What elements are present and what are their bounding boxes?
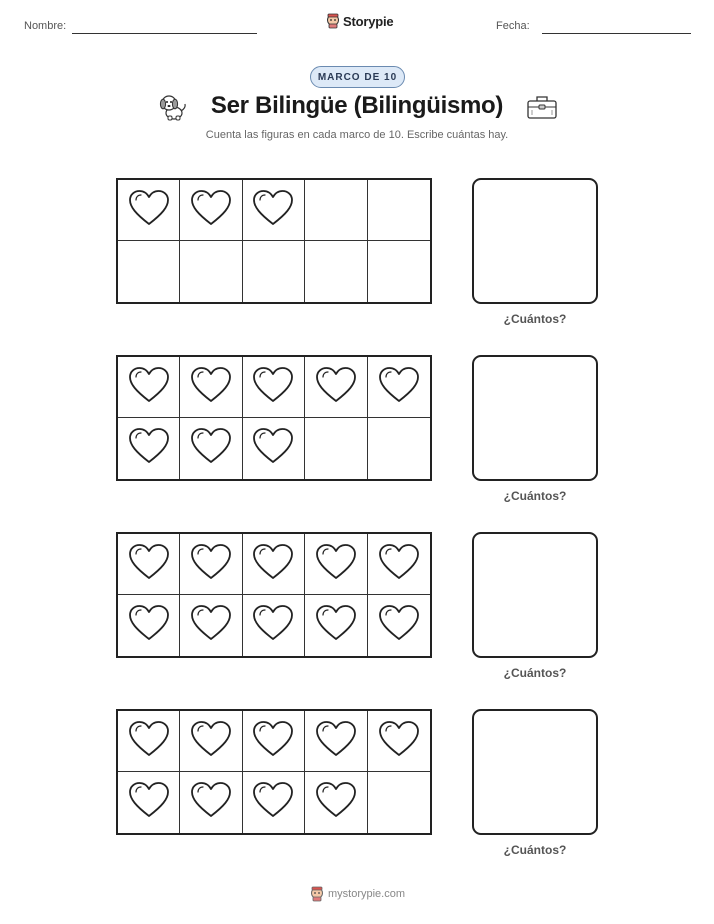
heart-icon — [190, 604, 232, 647]
ten-frame-4 — [116, 709, 432, 835]
frame-cell — [118, 711, 180, 772]
answer-label-2: ¿Cuántos? — [503, 489, 567, 503]
answer-box-4[interactable] — [472, 709, 598, 835]
heart-icon — [378, 604, 420, 647]
heart-icon — [190, 189, 232, 232]
frame-cell — [243, 180, 305, 241]
heart-icon — [128, 366, 170, 409]
frame-cell — [305, 595, 367, 656]
frame-cell — [118, 357, 180, 418]
answer-label-4: ¿Cuántos? — [503, 843, 567, 857]
frame-cell — [180, 772, 242, 833]
date-label: Fecha: — [496, 20, 530, 32]
frame-cell — [118, 241, 180, 302]
heart-icon — [252, 720, 294, 763]
name-line[interactable] — [72, 33, 257, 34]
frame-cell — [305, 180, 367, 241]
frame-cell — [305, 772, 367, 833]
heart-icon — [190, 427, 232, 470]
frame-cell — [180, 241, 242, 302]
heart-icon — [128, 427, 170, 470]
brand-logo — [326, 13, 393, 29]
heart-icon — [190, 781, 232, 824]
frame-cell — [180, 418, 242, 479]
frame-cell — [243, 534, 305, 595]
frame-cell — [368, 711, 430, 772]
heart-icon — [128, 543, 170, 586]
heart-icon — [252, 189, 294, 232]
heart-icon — [190, 543, 232, 586]
answer-label-1: ¿Cuántos? — [503, 312, 567, 326]
date-line[interactable] — [542, 33, 691, 34]
worksheet-badge: MARCO DE 10 — [310, 66, 405, 88]
heart-icon — [315, 366, 357, 409]
heart-icon — [252, 427, 294, 470]
heart-icon — [252, 543, 294, 586]
heart-icon — [315, 720, 357, 763]
heart-icon — [252, 366, 294, 409]
frame-cell — [180, 711, 242, 772]
heart-icon — [252, 781, 294, 824]
answer-box-1[interactable] — [472, 178, 598, 304]
frame-cell — [243, 357, 305, 418]
frame-cell — [305, 711, 367, 772]
ten-frame-3 — [116, 532, 432, 658]
heart-icon — [315, 543, 357, 586]
frame-cell — [305, 418, 367, 479]
frame-cell — [368, 534, 430, 595]
answer-box-2[interactable] — [472, 355, 598, 481]
heart-icon — [190, 720, 232, 763]
frame-cell — [180, 180, 242, 241]
frame-cell — [243, 418, 305, 479]
heart-icon — [128, 781, 170, 824]
frame-cell — [368, 180, 430, 241]
frame-cell — [243, 595, 305, 656]
heart-icon — [378, 366, 420, 409]
frame-cell — [180, 534, 242, 595]
footer-site: mystorypie.com — [328, 888, 406, 900]
frame-cell — [368, 772, 430, 833]
frame-cell — [118, 595, 180, 656]
heart-icon — [315, 604, 357, 647]
answer-label-3: ¿Cuántos? — [503, 666, 567, 680]
page-title: Ser Bilingüe (Bilingüismo) — [210, 92, 504, 119]
instructions: Cuenta las figuras en cada marco de 10. Escribe cuántas hay. — [205, 129, 509, 141]
heart-icon — [378, 720, 420, 763]
frame-cell — [305, 357, 367, 418]
frame-cell — [180, 595, 242, 656]
storypie-mascot-icon — [310, 886, 324, 902]
answer-box-3[interactable] — [472, 532, 598, 658]
ten-frame-1 — [116, 178, 432, 304]
toolbox-icon — [526, 94, 558, 120]
brand-name: Storypie — [343, 13, 394, 29]
frame-cell — [243, 711, 305, 772]
frame-cell — [118, 534, 180, 595]
footer — [310, 886, 405, 902]
frame-cell — [180, 357, 242, 418]
heart-icon — [190, 366, 232, 409]
frame-cell — [243, 772, 305, 833]
frame-cell — [368, 595, 430, 656]
storypie-mascot-icon — [326, 13, 340, 29]
heart-icon — [128, 604, 170, 647]
frame-cell — [118, 772, 180, 833]
heart-icon — [378, 543, 420, 586]
heart-icon — [315, 781, 357, 824]
frame-cell — [368, 241, 430, 302]
ten-frame-2 — [116, 355, 432, 481]
heart-icon — [128, 720, 170, 763]
frame-cell — [243, 241, 305, 302]
frame-cell — [368, 357, 430, 418]
frame-cell — [305, 534, 367, 595]
frame-cell — [118, 180, 180, 241]
heart-icon — [252, 604, 294, 647]
frame-cell — [305, 241, 367, 302]
frame-cell — [118, 418, 180, 479]
frame-cell — [368, 418, 430, 479]
heart-icon — [128, 189, 170, 232]
name-label: Nombre: — [24, 20, 67, 32]
